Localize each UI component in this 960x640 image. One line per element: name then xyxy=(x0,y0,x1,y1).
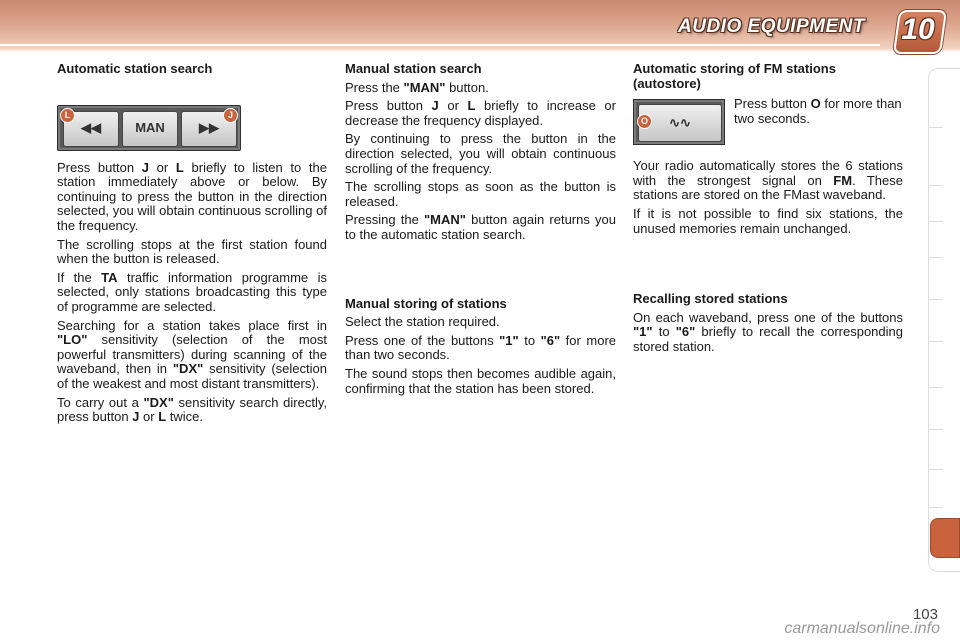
header-divider xyxy=(0,44,880,46)
fast-forward-icon: ▶▶ xyxy=(199,120,219,136)
label-j-badge: J xyxy=(223,108,238,123)
label-o-badge: O xyxy=(637,114,652,129)
paragraph: To carry out a "DX" sensitivity search directly, press button J or L twice. xyxy=(57,394,327,425)
paragraph: Press button O for more than two seconds. xyxy=(734,96,902,126)
tab-divider xyxy=(929,341,943,342)
paragraph: Your radio automatically stores the 6 stations with the strongest signal on FM. These stations are stored on the FMast waveband. xyxy=(633,158,903,203)
heading-autostore: Automatic storing of FM stations (autostore) xyxy=(633,61,836,91)
paragraph: On each waveband, press one of the buttons "1" to "6" briefly to recall the corresponding stored station. xyxy=(633,309,903,354)
paragraph: Pressing the "MAN" button again returns you to the automatic station search. xyxy=(345,212,616,242)
label-l-badge: L xyxy=(60,108,75,123)
man-button: MAN xyxy=(122,111,178,147)
heading-automatic-station-search: Automatic station search xyxy=(57,61,213,76)
active-chapter-tab xyxy=(930,518,960,558)
paragraph: Press button J or L briefly to listen to the station immediately above or below. By continuing to press the button in the direction selected, you will obtain continuous scrolling of the frequency. xyxy=(57,159,327,233)
column-manual xyxy=(345,62,616,400)
paragraph: The scrolling stops as soon as the button is released. xyxy=(345,179,616,209)
paragraph: By continuing to press the button in the direction selected, you will obtain continuous scrolling of the frequency. xyxy=(345,131,616,176)
tab-divider xyxy=(929,257,943,258)
watermark: carmanualsonline.info xyxy=(784,620,940,637)
section-title: AUDIO EQUIPMENT xyxy=(678,16,865,37)
tab-divider xyxy=(929,429,943,430)
tab-divider xyxy=(929,469,943,470)
tab-divider xyxy=(929,507,943,508)
column-storing xyxy=(633,62,903,359)
paragraph: Press the "MAN" button. xyxy=(345,79,489,95)
tab-divider xyxy=(929,185,943,186)
search-button-panel xyxy=(57,105,241,151)
page-number: 103 xyxy=(912,606,938,623)
heading-manual-storing: Manual storing of stations xyxy=(345,295,507,311)
paragraph: If it is not possible to find six stations, the unused memories remain unchanged. xyxy=(633,205,903,236)
tab-divider xyxy=(929,221,943,222)
tab-divider xyxy=(929,387,943,388)
paragraph: Press one of the buttons "1" to "6" for more than two seconds. xyxy=(345,332,616,363)
paragraph: The scrolling stops at the first station found when the button is released. xyxy=(57,236,327,267)
column-automatic-search xyxy=(57,62,327,429)
paragraph: Select the station required. xyxy=(345,314,500,330)
paragraph: Searching for a station takes place first in "LO" sensitivity (selection of the most powerful transmitters) during scanning of the waveband, then in "DX" sensitivity (selection of the weakest and most distant transmitters). xyxy=(57,317,327,391)
wave-icon: ∿∿ xyxy=(669,114,691,130)
tab-divider xyxy=(929,127,943,128)
heading-manual-station-search: Manual station search xyxy=(345,61,482,76)
autostore-button-panel xyxy=(633,99,725,145)
chapter-number: 10 xyxy=(901,13,935,46)
paragraph: The sound stops then becomes audible again, confirming that the station has been stored. xyxy=(345,365,616,396)
chapter-tab-strip xyxy=(928,68,960,572)
paragraph: If the TA traffic information programme is selected, only stations broadcasting this type of programme are selected. xyxy=(57,269,327,314)
tab-divider xyxy=(929,299,943,300)
heading-recalling-stations: Recalling stored stations xyxy=(633,291,788,307)
autostore-row xyxy=(633,97,903,145)
rewind-icon: ◀◀ xyxy=(81,120,101,136)
paragraph: Press button J or L briefly to increase or decrease the frequency displayed. xyxy=(345,98,616,128)
